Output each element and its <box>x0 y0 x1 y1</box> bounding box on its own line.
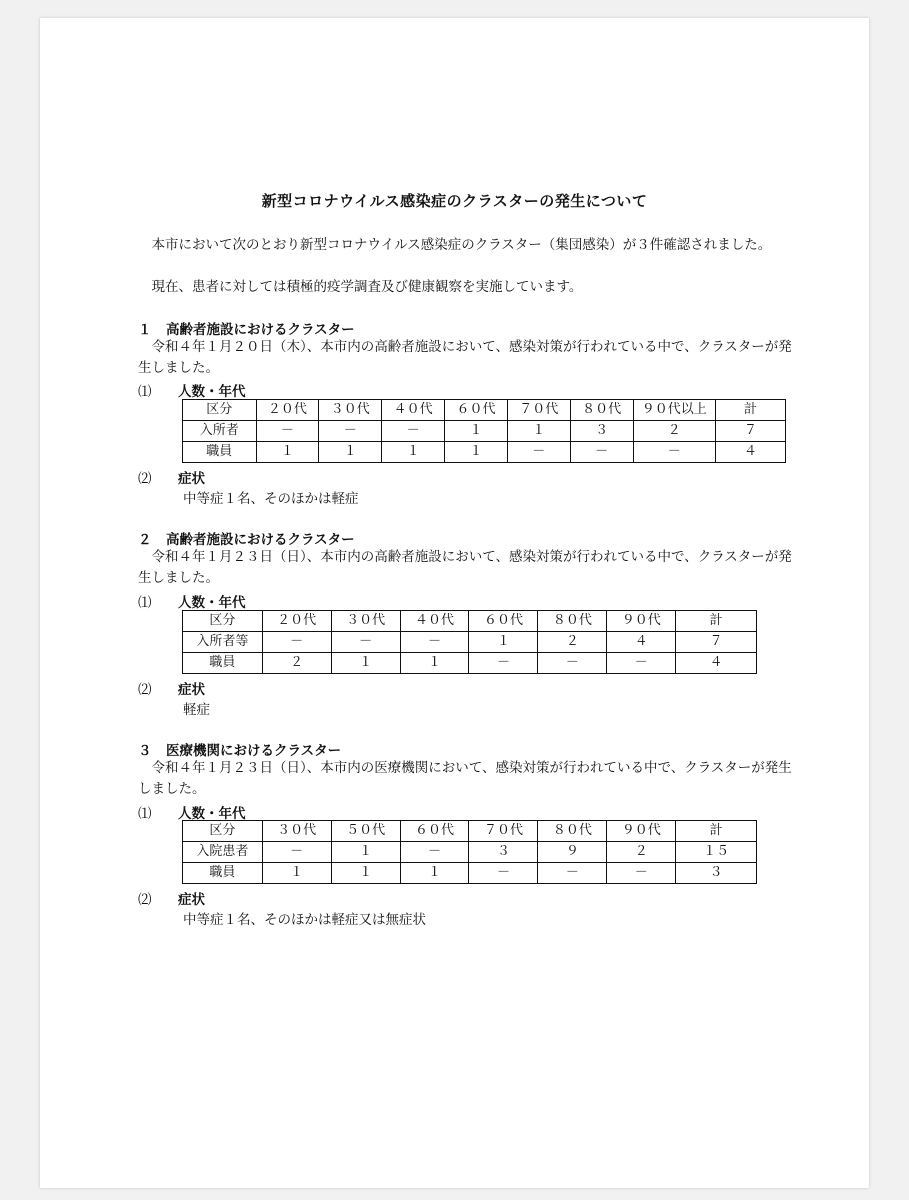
table-row-label: 職員 <box>183 863 263 884</box>
table-cell: ３ <box>469 842 538 863</box>
section-2-description: 令和４年１月２３日（日）、本市内の高齢者施設において、感染対策が行われている中で、クラスターが発生しました。 <box>138 549 792 586</box>
intro-paragraph: 本市において次のとおり新型コロナウイルス感染症のクラスター（集団感染）が３件確認されました。 <box>151 237 772 253</box>
table-header-cell: ４０代 <box>382 400 445 421</box>
table-row-label: 入院患者 <box>183 842 263 863</box>
table-header-cell: ８０代 <box>538 821 607 842</box>
section-1-description: 令和４年１月２０日（木）、本市内の高齢者施設において、感染対策が行われている中で、クラスターが発生しました。 <box>138 339 792 376</box>
table-cell: １ <box>331 842 400 863</box>
subsection-number: ⑵ <box>138 471 152 487</box>
table-header-cell: ８０代 <box>570 400 633 421</box>
table-header-cell: ３０代 <box>262 821 331 842</box>
table-row <box>183 632 757 653</box>
table-header-cell: ２０代 <box>256 400 319 421</box>
table-header-cell: ９０代 <box>607 611 676 632</box>
table-cell: ２ <box>262 653 331 674</box>
table-cell: ４ <box>715 442 785 463</box>
subsection-number: ⑴ <box>138 806 152 822</box>
table-cell: － <box>256 421 319 442</box>
table-cell: － <box>538 863 607 884</box>
table-row <box>183 653 757 674</box>
section-3-description: 令和４年１月２３日（日）、本市内の医療機関において、感染対策が行われている中で、クラスターが発生しました。 <box>138 760 792 797</box>
section-title: 医療機関におけるクラスター <box>166 743 342 759</box>
table-cell: － <box>262 842 331 863</box>
table-header-cell: ３０代 <box>331 611 400 632</box>
table-row-label: 入所者 <box>183 421 257 442</box>
table-cell: ２ <box>607 842 676 863</box>
section-2-symptoms: 軽症 <box>183 702 210 718</box>
table-header-cell: 計 <box>715 400 785 421</box>
table-cell: ３ <box>570 421 633 442</box>
table-header-cell: 計 <box>676 611 757 632</box>
table-cell: １ <box>445 421 508 442</box>
table-cell: ７ <box>676 632 757 653</box>
table-header-cell: ３０代 <box>319 400 382 421</box>
document-page <box>40 18 869 1188</box>
section-3-subheading-symptoms <box>138 888 205 908</box>
table-header-cell: 区分 <box>183 400 257 421</box>
table-cell: － <box>400 842 469 863</box>
table-cell: １ <box>400 863 469 884</box>
section-3-symptoms: 中等症１名、そのほかは軽症又は無症状 <box>183 912 426 928</box>
table-header-cell: ５０代 <box>331 821 400 842</box>
table-header-cell: ８０代 <box>538 611 607 632</box>
table-cell: － <box>469 863 538 884</box>
section-number: １ <box>138 322 152 338</box>
table-row-label: 職員 <box>183 442 257 463</box>
table-header-row <box>183 821 757 842</box>
table-cell: １ <box>469 632 538 653</box>
table-cell: １ <box>331 653 400 674</box>
section-2-subheading-symptoms <box>138 678 205 698</box>
section-2-count-table <box>182 610 757 674</box>
subsection-label: 症状 <box>178 892 205 908</box>
table-cell: － <box>507 442 570 463</box>
table-cell: １ <box>382 442 445 463</box>
table-header-cell: ６０代 <box>400 821 469 842</box>
table-cell: １ <box>319 442 382 463</box>
section-1-count-table <box>182 399 786 463</box>
table-header-cell: ４０代 <box>400 611 469 632</box>
section-3-count-table <box>182 820 757 884</box>
table-cell: １ <box>445 442 508 463</box>
subsection-label: 症状 <box>178 471 205 487</box>
table-header-row <box>183 611 757 632</box>
table-cell: ２ <box>633 421 715 442</box>
table-cell: １ <box>256 442 319 463</box>
table-row-label: 入所者等 <box>183 632 263 653</box>
table-cell: ２ <box>538 632 607 653</box>
table-cell: － <box>607 653 676 674</box>
table-row <box>183 442 786 463</box>
table-cell: － <box>262 632 331 653</box>
subsection-number: ⑵ <box>138 682 152 698</box>
table-cell: ３ <box>676 863 757 884</box>
table-cell: － <box>382 421 445 442</box>
section-1-symptoms: 中等症１名、そのほかは軽症 <box>183 491 359 507</box>
section-1-subheading-counts <box>138 380 246 400</box>
table-cell: ４ <box>607 632 676 653</box>
table-cell: － <box>633 442 715 463</box>
table-cell: １５ <box>676 842 757 863</box>
subsection-number: ⑴ <box>138 384 152 400</box>
document-title: 新型コロナウイルス感染症のクラスターの発生について <box>261 192 648 210</box>
section-1-subheading-symptoms <box>138 467 205 487</box>
table-row-label: 職員 <box>183 653 263 674</box>
table-cell: ９ <box>538 842 607 863</box>
subsection-label: 人数・年代 <box>178 806 246 822</box>
table-cell: － <box>400 632 469 653</box>
table-cell: ４ <box>676 653 757 674</box>
section-title: 高齢者施設におけるクラスター <box>166 322 355 338</box>
table-cell: １ <box>400 653 469 674</box>
table-header-cell: 区分 <box>183 611 263 632</box>
subsection-label: 症状 <box>178 682 205 698</box>
table-cell: － <box>331 632 400 653</box>
section-1-heading <box>138 318 355 338</box>
subsection-label: 人数・年代 <box>178 595 246 611</box>
table-header-row <box>183 400 786 421</box>
table-header-cell: 計 <box>676 821 757 842</box>
section-3-subheading-counts <box>138 802 246 822</box>
section-2-heading <box>138 528 355 548</box>
table-cell: － <box>607 863 676 884</box>
table-row <box>183 842 757 863</box>
table-header-cell: ７０代 <box>469 821 538 842</box>
table-cell: １ <box>262 863 331 884</box>
table-cell: － <box>319 421 382 442</box>
table-header-cell: 区分 <box>183 821 263 842</box>
table-header-cell: ６０代 <box>469 611 538 632</box>
section-number: ３ <box>138 743 152 759</box>
intro-paragraph-2: 現在、患者に対しては積極的疫学調査及び健康観察を実施しています。 <box>151 279 583 295</box>
table-cell: １ <box>507 421 570 442</box>
table-row <box>183 421 786 442</box>
subsection-number: ⑵ <box>138 892 152 908</box>
section-2-subheading-counts <box>138 591 246 611</box>
table-cell: － <box>469 653 538 674</box>
table-header-cell: ９０代以上 <box>633 400 715 421</box>
table-cell: １ <box>331 863 400 884</box>
section-title: 高齢者施設におけるクラスター <box>166 532 355 548</box>
section-number: ２ <box>138 532 152 548</box>
subsection-number: ⑴ <box>138 595 152 611</box>
subsection-label: 人数・年代 <box>178 384 246 400</box>
table-cell: － <box>570 442 633 463</box>
table-cell: ７ <box>715 421 785 442</box>
table-cell: － <box>538 653 607 674</box>
table-header-cell: ２０代 <box>262 611 331 632</box>
table-header-cell: ６０代 <box>445 400 508 421</box>
table-header-cell: ７０代 <box>507 400 570 421</box>
section-3-heading <box>138 739 341 759</box>
table-header-cell: ９０代 <box>607 821 676 842</box>
table-row <box>183 863 757 884</box>
